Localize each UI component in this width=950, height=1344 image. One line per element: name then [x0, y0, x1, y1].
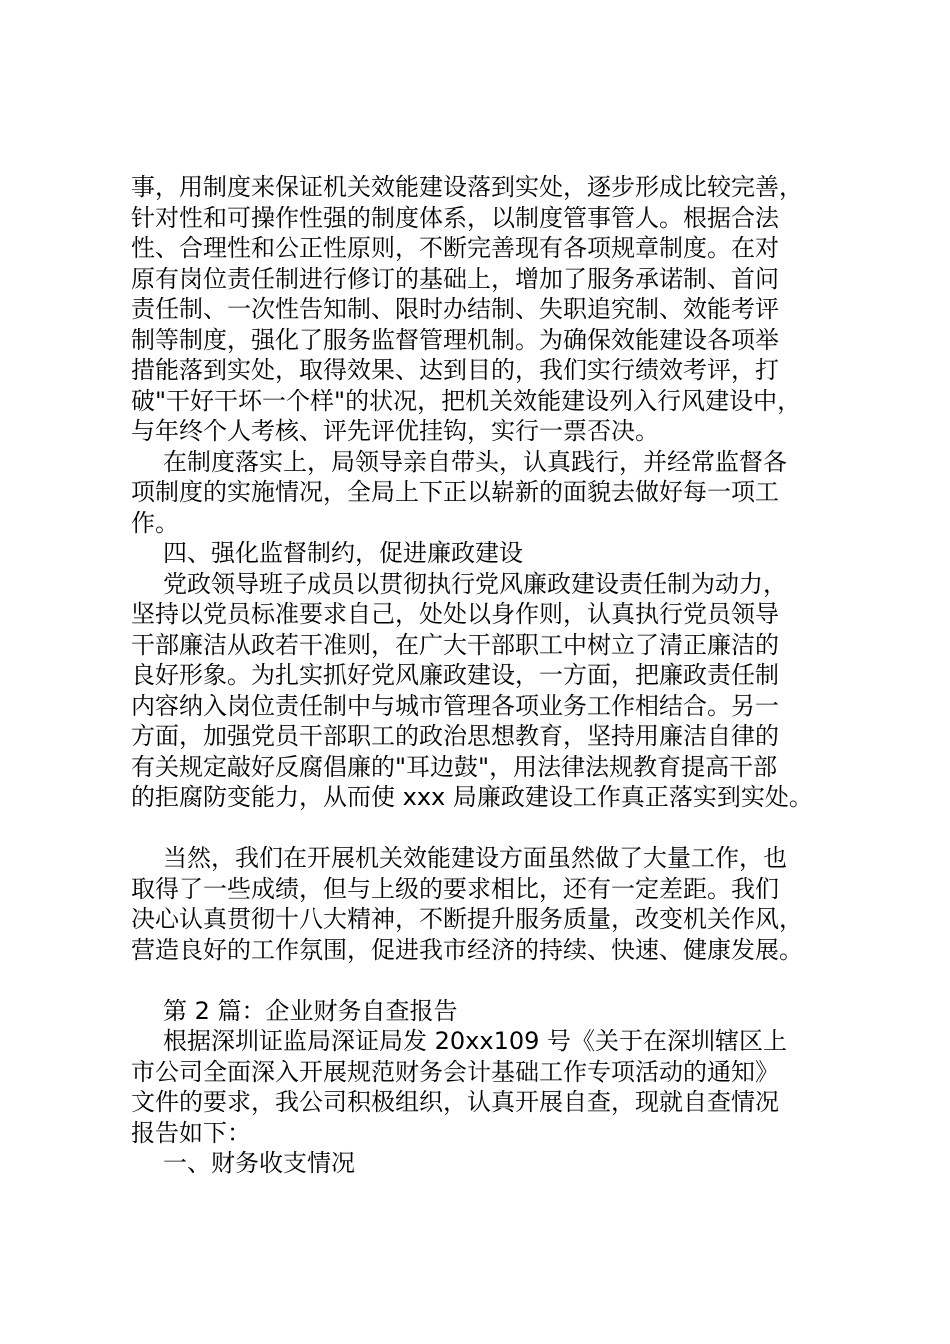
paragraph-line: 作。: [131, 508, 179, 537]
paragraph-line: 市公司全面深入开展规范财务会计基础工作专项活动的通知》: [131, 1057, 779, 1086]
article-title: 第 2 篇：企业财务自查报告: [163, 996, 458, 1025]
paragraph-line: 措能落到实处，取得效果、达到目的，我们实行绩效考评，打: [131, 356, 779, 384]
paragraph-line: 原有岗位责任制进行修订的基础上，增加了服务承诺制、首问: [131, 264, 779, 293]
paragraph-line: 的拒腐防变能力，从而使 xxx 局廉政建设工作真正落实到实处。: [131, 783, 813, 811]
paragraph-line: 性、合理性和公正性原则，不断完善现有各项规章制度。在对: [131, 234, 779, 262]
paragraph-line: 根据深圳证监局深证局发 20xx109 号《关于在深圳辖区上: [163, 1027, 788, 1055]
section-heading: 四、强化监督制约，促进廉政建设: [163, 539, 523, 567]
paragraph-line: 方面，加强党员干部职工的政治思想教育，坚持用廉洁自律的: [131, 722, 779, 750]
paragraph-line: 良好形象。为扎实抓好党风廉政建设，一方面，把廉政责任制: [131, 661, 779, 689]
document-body: [131, 172, 843, 1179]
paragraph-line: 取得了一些成绩，但与上级的要求相比，还有一定差距。我们: [131, 874, 779, 903]
paragraph-line: 事，用制度来保证机关效能建设落到实处，逐步形成比较完善，: [131, 173, 803, 201]
paragraph-line: 报告如下：: [131, 1118, 251, 1147]
section-heading: 一、财务收支情况: [163, 1149, 355, 1177]
paragraph-line: 党政领导班子成员以贯彻执行党风廉政建设责任制为动力，: [163, 569, 787, 598]
paragraph-line: 有关规定敲好反腐倡廉的"耳边鼓"，用法律法规教育提高干部: [131, 752, 778, 781]
paragraph-line: 决心认真贯彻十八大精神，不断提升服务质量，改变机关作风，: [131, 905, 803, 933]
paragraph-line: 文件的要求，我公司积极组织，认真开展自查，现就自查情况: [131, 1088, 779, 1116]
paragraph-line: 内容纳入岗位责任制中与城市管理各项业务工作相结合。另一: [131, 691, 779, 720]
paragraph-line: 制等制度，强化了服务监督管理机制。为确保效能建设各项举: [131, 325, 779, 354]
blank-line: [131, 813, 843, 844]
paragraph-line: 破"干好干坏一个样"的状况，把机关效能建设列入行风建设中，: [131, 386, 802, 415]
paragraph-line: 坚持以党员标准要求自己，处处以身作则，认真执行党员领导: [131, 600, 779, 628]
paragraph-line: 与年终个人考核、评先评优挂钩，实行一票否决。: [131, 417, 659, 445]
paragraph-line: 针对性和可操作性强的制度体系，以制度管事管人。根据合法: [131, 203, 779, 232]
paragraph-line: 责任制、一次性告知制、限时办结制、失职追究制、效能考评: [131, 295, 779, 323]
paragraph-line: 干部廉洁从政若干准则，在广大干部职工中树立了清正廉洁的: [131, 630, 779, 659]
paragraph-line: 营造良好的工作氛围，促进我市经济的持续、快速、健康发展。: [131, 935, 803, 964]
blank-line: [131, 965, 843, 996]
paragraph-line: 在制度落实上，局领导亲自带头，认真践行，并经常监督各: [163, 447, 787, 476]
paragraph-line: 当然，我们在开展机关效能建设方面虽然做了大量工作，也: [163, 844, 787, 872]
paragraph-line: 项制度的实施情况，全局上下正以崭新的面貌去做好每一项工: [131, 478, 779, 506]
